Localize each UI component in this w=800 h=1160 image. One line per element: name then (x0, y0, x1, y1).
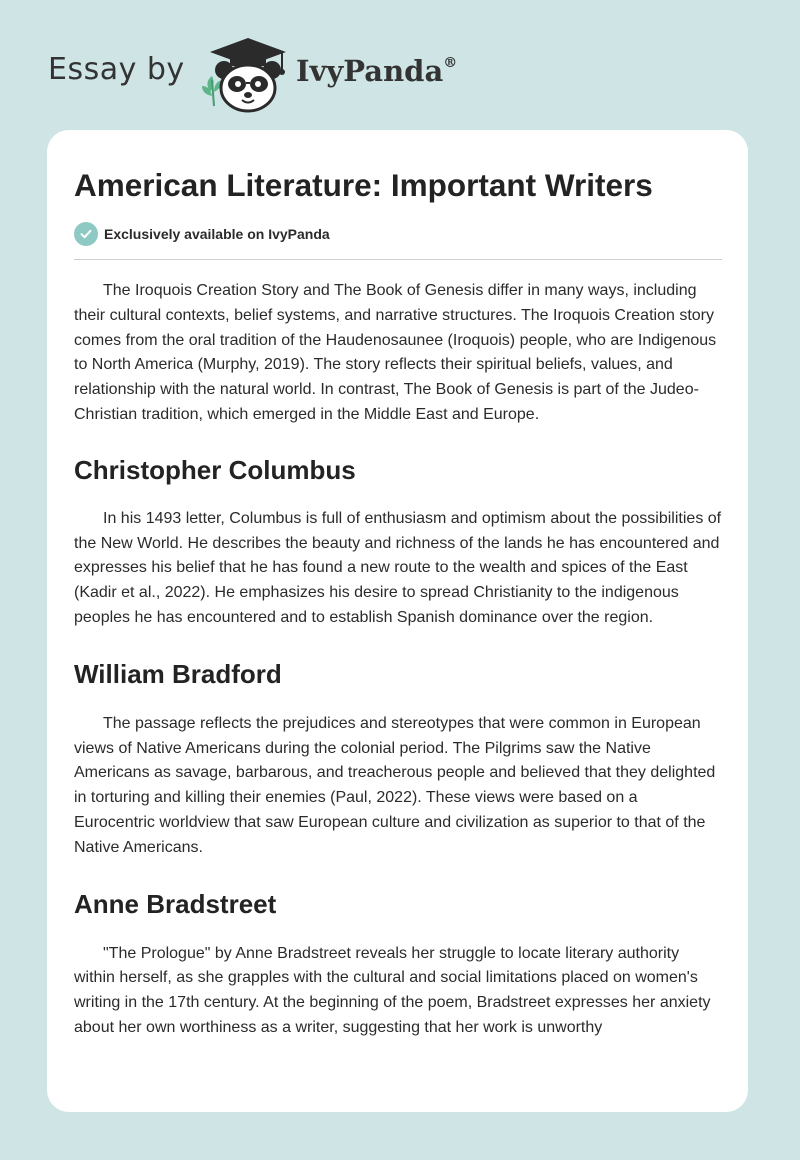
brand-prefix: Essay by (48, 52, 185, 87)
brand-header (48, 34, 518, 114)
panda-graduate-icon (200, 34, 292, 114)
trademark-symbol: ® (443, 55, 458, 71)
section-paragraph-bradford: The passage reflects the prejudices and stereotypes that were common in European views of Native Americans during the colonial period. The Pilgrims saw the Native Americans as savage, barbarous, and treacherous people and believed that they delighted in torturing and killing their enemies (Paul, 2022). These views were based on a Eurocentric worldview that saw European culture and civilization as superior to that of the Native Americans. (74, 714, 716, 856)
section-heading-columbus: Christopher Columbus (74, 454, 356, 485)
divider (74, 259, 722, 260)
page-title: American Literature: Important Writers (74, 167, 653, 203)
section-paragraph-columbus: In his 1493 letter, Columbus is full of enthusiasm and optimism about the possibilities of the New World. He describes the beauty and richness of the lands he has encountered and expresses his belief that he has found a new route to the wealth and spices of the East (Kadir et al., 2022). He emphasizes his desire to spread Christianity to the indigenous peoples he has encountered and to establish Spanish dominance over the region. (74, 509, 722, 626)
brand-name: IvyPanda® (296, 54, 458, 88)
section-paragraph-bradstreet: "The Prologue" by Anne Bradstreet reveals her struggle to locate literary authority within herself, as she grapples with the cultural and social limitations placed on women's writing in the 17th century. At the beginning of the poem, Bradstreet expresses her anxiety about her own worthiness as a writer, suggesting that her work is unworthy (74, 944, 711, 1036)
intro-paragraph: The Iroquois Creation Story and The Book of Genesis differ in many ways, including their cultural contexts, belief systems, and narrative structures. The Iroquois Creation story comes from the oral tradition of the Haudenosaunee (Iroquois) people, who are Indigenous to North America (Murphy, 2019). The story reflects their spiritual beliefs, values, and relationship with the natural world. In contrast, The Book of Genesis is part of the Judeo-Christian tradition, which emerged in the Middle East and Europe. (74, 282, 717, 423)
section-heading-bradford: William Bradford (74, 658, 282, 689)
section-heading-bradstreet: Anne Bradstreet (74, 888, 277, 919)
essay-content (74, 130, 722, 1041)
exclusive-badge (74, 221, 722, 247)
essay-card (47, 130, 748, 1112)
check-circle-icon (74, 222, 98, 246)
exclusive-badge-text: Exclusively available on IvyPanda (104, 226, 330, 242)
